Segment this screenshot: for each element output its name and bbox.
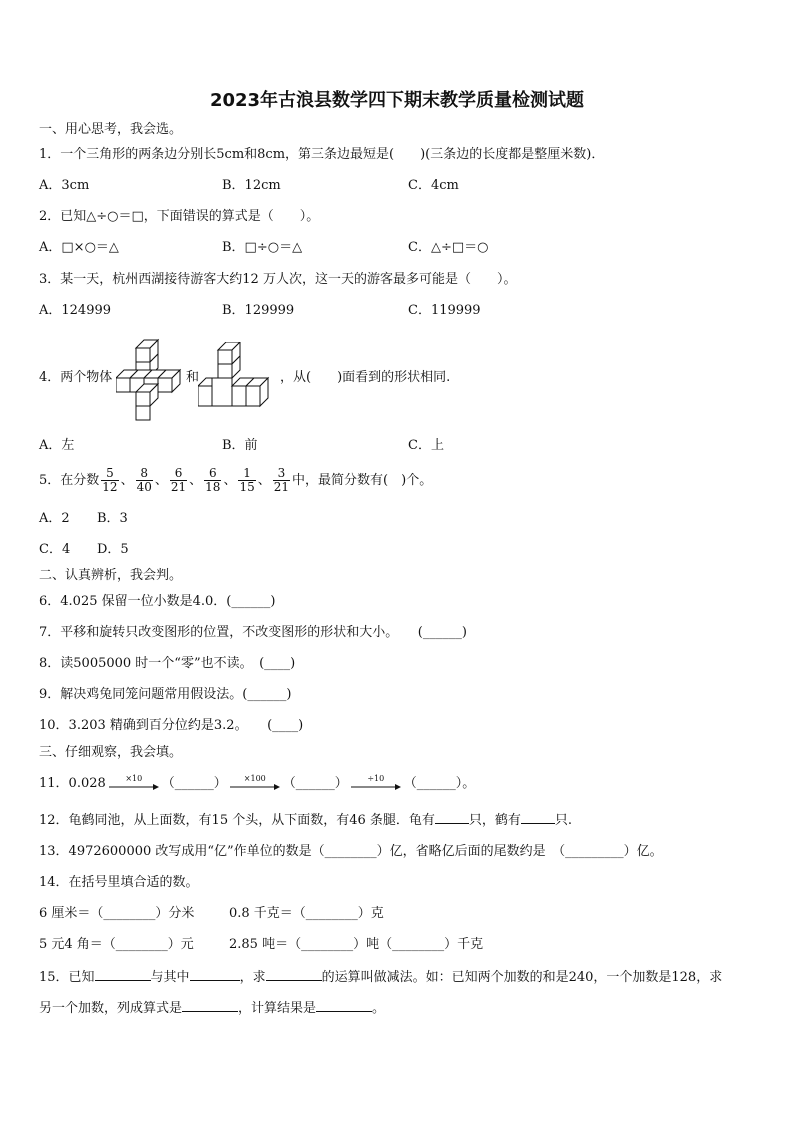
q3-option-b: B．129999: [222, 303, 295, 318]
arrow-3-label: ÷10: [367, 773, 385, 783]
question-12: [39, 811, 572, 830]
fraction-6-denominator: 21: [273, 480, 290, 494]
section-heading-fill: 三、仔细观察，我会填。: [39, 745, 183, 760]
fraction-3: [170, 467, 187, 494]
q1-option-b: B．12cm: [222, 178, 281, 193]
q3-option-c: C．119999: [408, 303, 481, 318]
q15-text-6: ，计算结果是: [238, 1001, 317, 1016]
question-15-line-1: [39, 968, 722, 987]
q2-option-c: C．△÷□＝○: [408, 240, 489, 255]
q3-option-a: A．124999: [39, 303, 112, 318]
fraction-1-denominator: 12: [102, 480, 118, 494]
q1-option-a: A．3cm: [39, 178, 90, 193]
question-5-prefix: 5．在分数: [39, 473, 100, 488]
q5-option-b: B．3: [97, 511, 128, 526]
section-heading-choose: 一、用心思考，我会选。: [39, 122, 183, 137]
fraction-5-numerator: 1: [238, 467, 255, 481]
section-heading-judge: 二、认真辨析，我会判。: [39, 568, 183, 583]
question-13: 13．4972600000 改写成用“亿”作单位的数是（________）亿，省略亿后面的尾数约是 （_________）亿。: [39, 844, 663, 859]
question-4-and: 和: [186, 370, 200, 385]
question-7: 7．平移和旋转只改变图形的位置，不改变图形的形状和大小。 (______): [39, 625, 467, 640]
q12-text-3: 只.: [554, 813, 573, 828]
fraction-4-denominator: 18: [205, 480, 221, 494]
q15-blank-4[interactable]: [182, 999, 238, 1012]
q15-text-5: 另一个加数，列成算式是: [39, 1001, 183, 1016]
page-title: 2023年古浪县数学四下期末教学质量检测试题: [209, 90, 585, 111]
question-11-start: 11．0.028: [39, 776, 106, 791]
question-2: 2．已知△÷○＝□，下面错误的算式是（ ）。: [39, 209, 320, 224]
fraction-3-denominator: 21: [170, 480, 187, 494]
fraction-3-numerator: 6: [170, 467, 187, 481]
q4-option-a: A．左: [39, 438, 75, 453]
q11-blank-3: （______）。: [403, 776, 476, 791]
q14-item-3: 5 元4 角＝（________）元: [39, 937, 194, 952]
q15-blank-2[interactable]: [190, 968, 240, 981]
q15-text-7: 。: [372, 1001, 386, 1016]
q11-blank-2: （______）: [282, 776, 348, 791]
fraction-2: [136, 467, 153, 494]
q4-option-b: B．前: [222, 438, 258, 453]
q5-option-d: D．5: [97, 542, 129, 557]
q12-text-1: 12．龟鹤同池，从上面数，有15 个头，从下面数，有46 条腿．龟有: [39, 813, 435, 828]
q15-text-4: 的运算叫做减法。如：已知两个加数的和是240，一个加数是128，求: [321, 970, 723, 985]
question-5-suffix: 中，最简分数有( )个。: [292, 473, 433, 488]
question-14: 14．在括号里填合适的数。: [39, 875, 199, 890]
question-4-prefix: 4．两个物体: [39, 370, 113, 385]
question-11: [39, 775, 475, 793]
question-15-line-2: [39, 999, 385, 1018]
question-10: 10．3.203 精确到百分位约是3.2。 (____): [39, 718, 304, 733]
q14-item-2: 0.8 千克＝（________）克: [229, 906, 384, 921]
q15-blank-3[interactable]: [266, 968, 322, 981]
arrow-1-label: ×10: [125, 773, 143, 783]
q15-text-1: 15．已知: [39, 970, 95, 985]
q1-option-c: C．4cm: [408, 178, 459, 193]
q4-option-c: C．上: [408, 438, 444, 453]
question-9: 9．解决鸡兔同笼问题常用假设法。(______): [39, 687, 292, 702]
fraction-4: [204, 467, 221, 494]
arrow-times-100: [230, 773, 280, 791]
fraction-6-numerator: 3: [273, 467, 290, 481]
q15-blank-5[interactable]: [316, 999, 372, 1012]
q12-text-2: 只，鹤有: [468, 813, 521, 828]
q15-blank-1[interactable]: [95, 968, 151, 981]
q12-blank-crane[interactable]: [521, 811, 555, 824]
fraction-2-denominator: 40: [136, 480, 152, 494]
fraction-5-denominator: 15: [239, 480, 255, 494]
fraction-5: [238, 467, 255, 494]
question-5: 5．在分数 $\frac{5}{12}$ 、 $\frac{8}{40}$ 、 $\frac{6}{21}$ 、 $\frac{6}{18}$ 、 $\frac{1}{15}$ 、 $\frac{3}{21}$ 中，最简分数有( )个。: [39, 466, 433, 494]
q2-option-b: B．□÷○＝△: [222, 240, 303, 255]
question-8: 8．读5005000 时一个“零”也不读。 (____): [39, 656, 296, 671]
arrow-divide-10: [351, 773, 401, 791]
q14-item-4: 2.85 吨＝（________）吨（________）千克: [229, 937, 484, 952]
q12-blank-tortoise[interactable]: [435, 811, 469, 824]
question-3: 3．某一天，杭州西湖接待游客大约12 万人次，这一天的游客最多可能是（ ）。: [39, 272, 517, 287]
arrow-times-10: [109, 773, 159, 791]
arrow-2-label: ×100: [243, 773, 266, 783]
fraction-6: [273, 467, 290, 494]
q2-option-a: A．□×○＝△: [39, 240, 119, 255]
question-1: 1．一个三角形的两条边分别长5cm和8cm，第三条边最短是( )(三条边的长度都是整厘米数)．: [39, 147, 605, 162]
cube-figure-1: [116, 334, 186, 422]
question-4-suffix: ，从( )面看到的形状相同.: [280, 370, 451, 385]
q5-option-c: C．4: [39, 542, 71, 557]
fraction-1: [101, 467, 118, 494]
q5-option-a: A．2: [39, 511, 70, 526]
q15-text-2: 与其中: [150, 970, 190, 985]
cube-figure-2: [198, 342, 278, 412]
fraction-4-numerator: 6: [204, 467, 221, 481]
q11-blank-1: （______）: [161, 776, 227, 791]
fraction-2-numerator: 8: [136, 467, 153, 481]
question-6: 6．4.025 保留一位小数是4.0．(______): [39, 594, 276, 609]
fraction-1-numerator: 5: [101, 467, 118, 481]
q15-text-3: ，求: [239, 970, 266, 985]
q14-item-1: 6 厘米＝（________）分米: [39, 906, 195, 921]
